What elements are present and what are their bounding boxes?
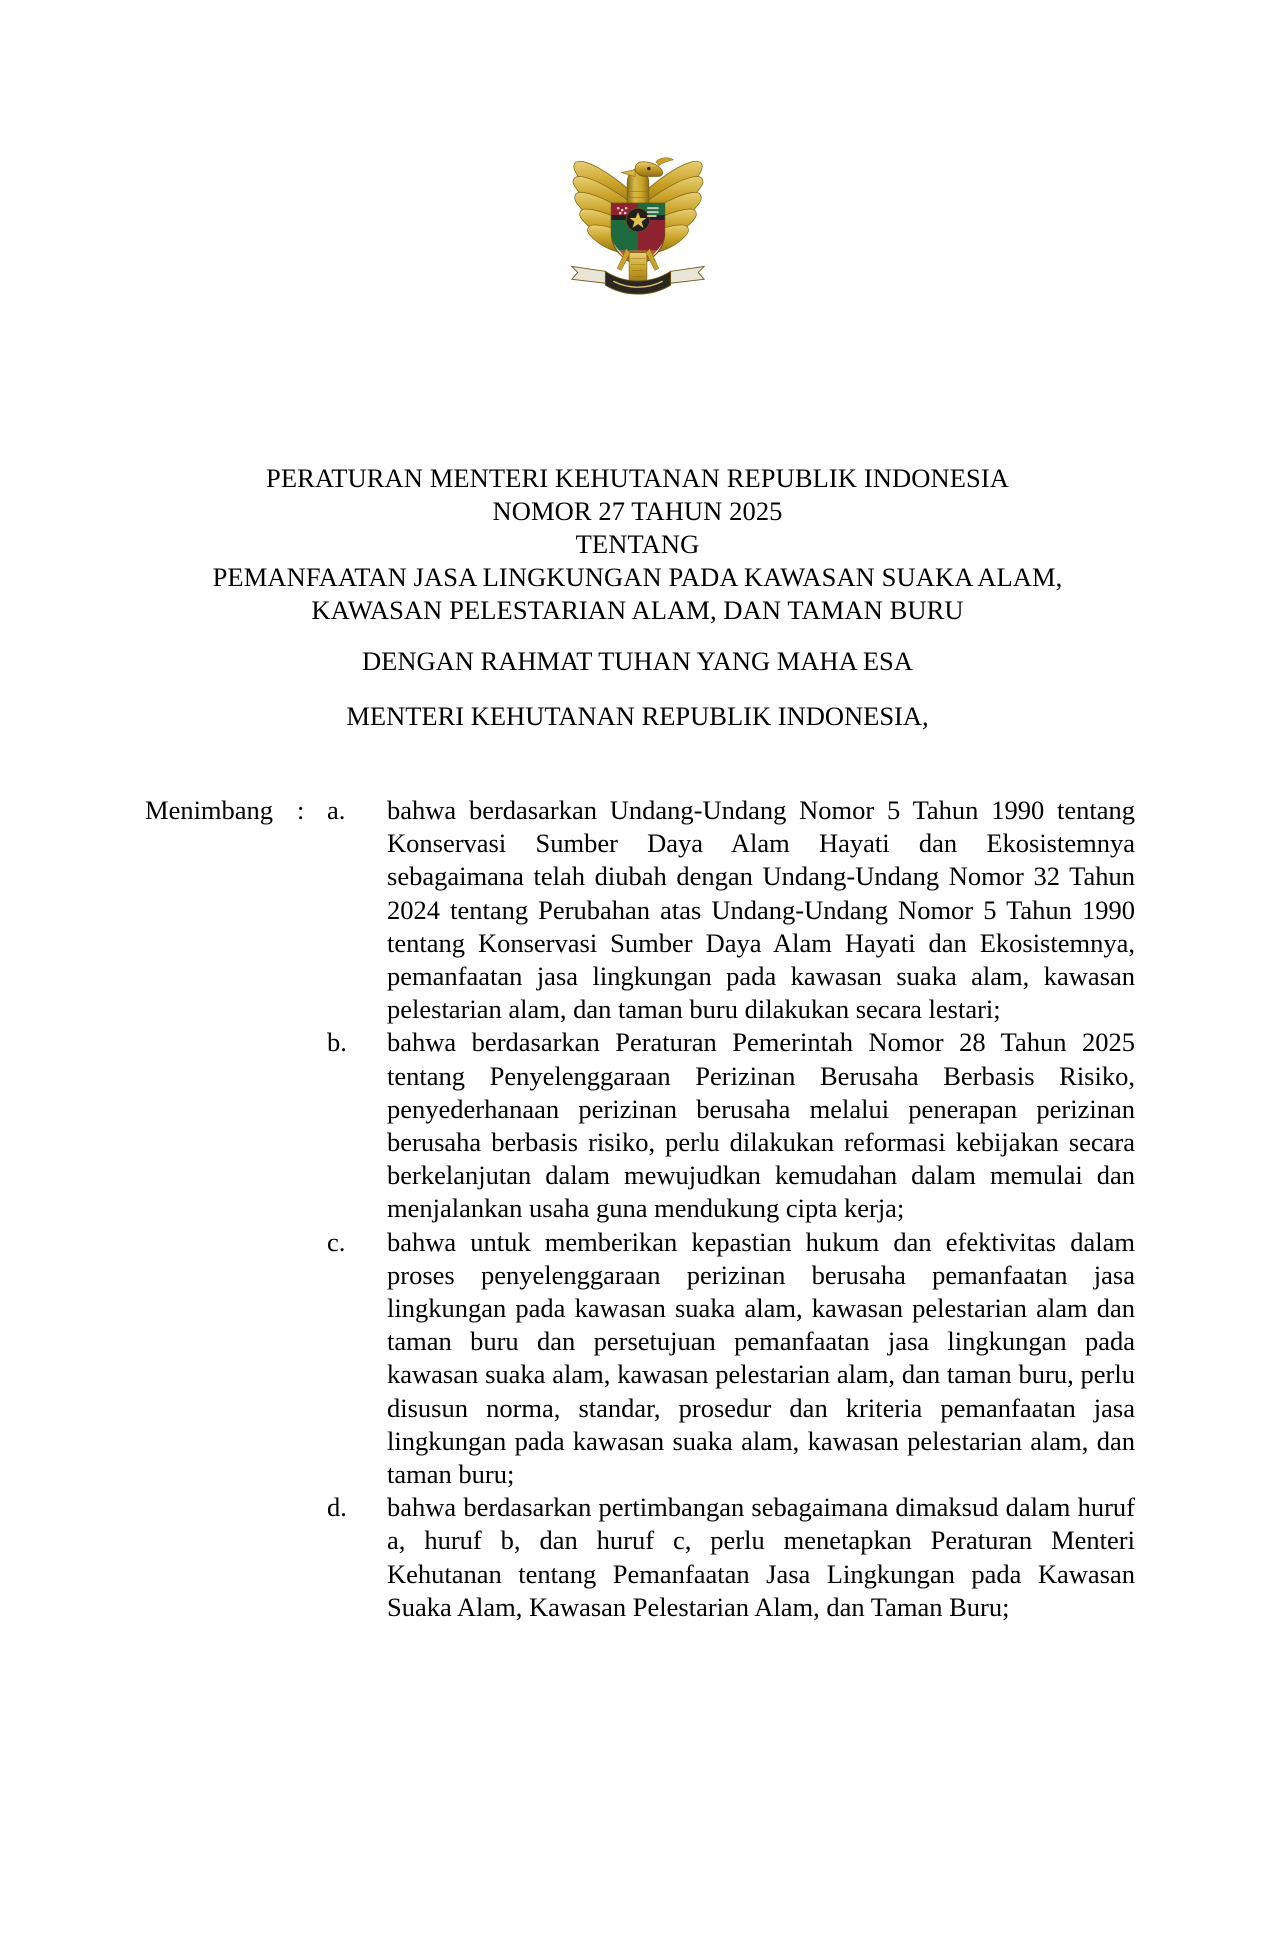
item-letter-d: d. [327, 1492, 347, 1523]
considering-item-d [145, 1491, 1135, 1624]
considering-colon: : [297, 795, 305, 825]
considering-item-b [145, 1026, 1135, 1225]
item-letter-a: a. [327, 795, 346, 825]
ministry-line: MENTERI KEHUTANAN REPUBLIK INDONESIA, [346, 701, 929, 731]
item-text-a: bahwa berdasarkan Undang-Undang Nomor 5 Tahun 1990 tentang Konservasi Sumber Daya Alam Hayati dan Ekosistemnya sebagaimana telah diubah dengan Undang-Undang Nomor 32 Tahun 2024 tentang Perubahan atas Undang-Undang Nomor 5 Tahun 1990 tentang Konservasi Sumber Daya Alam Hayati dan Ekosistemnya, pemanfaatan jasa lingkungan pada kawasan suaka alam, kawasan pelestarian alam, dan taman buru dilakukan secara lestari; [387, 795, 1135, 1025]
title-line-4: PEMANFAATAN JASA LINGKUNGAN PADA KAWASAN SUAKA ALAM, [212, 562, 1063, 592]
title-line-5: KAWASAN PELESTARIAN ALAM, DAN TAMAN BURU [311, 595, 964, 625]
page-title [0, 462, 1275, 627]
item-letter-c: c. [327, 1226, 346, 1257]
considering-label: Menimbang [145, 795, 274, 825]
item-text-c: bahwa untuk memberikan kepastian hukum dan efektivitas dalam proses penyelenggaraan perizinan berusaha pemanfaatan jasa lingkungan pada kawasan suaka alam, kawasan pelestarian alam dan taman buru dan persetujuan pemanfaatan jasa lingkungan pada kawasan suaka alam, kawasan pelestarian alam, dan taman buru, perlu disusun norma, standar, prosedur dan kriteria pemanfaatan jasa lingkungan pada kawasan suaka alam, kawasan pelestarian alam, dan taman buru; [387, 1226, 1135, 1490]
considering-item-a [145, 794, 1135, 1026]
considering-item-c [145, 1226, 1135, 1492]
title-line-3: TENTANG [575, 529, 700, 559]
considering-section [145, 794, 1135, 1624]
salutation-line: DENGAN RAHMAT TUHAN YANG MAHA ESA [362, 646, 913, 676]
title-line-1: PERATURAN MENTERI KEHUTANAN REPUBLIK INDONESIA [266, 463, 1009, 493]
emblem-container [0, 140, 1275, 300]
item-letter-b: b. [327, 1027, 347, 1058]
item-text-b: bahwa berdasarkan Peraturan Pemerintah Nomor 28 Tahun 2025 tentang Penyelenggaraan Perizinan Berusaha Berbasis Risiko, penyederhanaan perizinan berusaha melalui penerapan perizinan berusaha berbasis risiko, perlu dilakukan reformasi kebijakan secara berkelanjutan dalam mewujudkan kemudahan dalam memulai dan menjalankan usaha guna mendukung cipta kerja; [387, 1027, 1135, 1224]
item-text-d: bahwa berdasarkan pertimbangan sebagaimana dimaksud dalam huruf a, huruf b, dan huruf c, perlu menetapkan Peraturan Menteri Kehutanan tentang Pemanfaatan Jasa Lingkungan pada Kawasan Suaka Alam, Kawasan Pelestarian Alam, dan Taman Buru; [387, 1492, 1135, 1622]
title-line-2: NOMOR 27 TAHUN 2025 [492, 496, 783, 526]
garuda-pancasila-icon [543, 140, 733, 300]
